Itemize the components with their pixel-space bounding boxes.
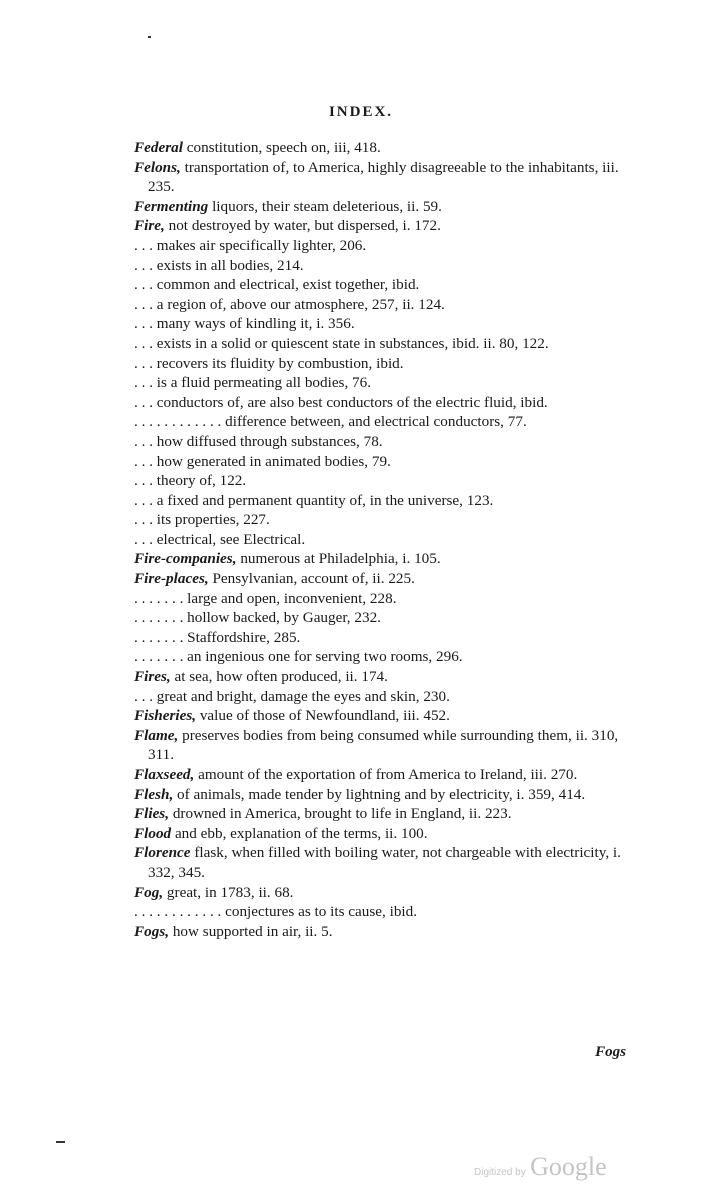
entry-headword: Flies, (134, 805, 170, 823)
entry-text: of animals, made tender by lightning and by electricity, i. 359, 414. (173, 785, 586, 803)
entry-text: . . . great and bright, damage the eyes and skin, 230. (134, 687, 450, 705)
watermark-prefix: Digitized by (474, 1167, 526, 1178)
entry-text: . . . a fixed and permanent quantity of, in the universe, 123. (134, 491, 494, 509)
index-entry (134, 236, 642, 256)
index-entry (134, 765, 642, 785)
index-entry (134, 510, 642, 530)
entry-text: flask, when filled with boiling water, not chargeable with electricity, i. 332, 345. (148, 844, 621, 881)
entry-text: and ebb, explanation of the terms, ii. 100. (171, 824, 428, 842)
entry-text: . . . common and electrical, exist together, ibid. (134, 276, 420, 294)
index-entries (134, 138, 642, 941)
entry-headword: Fisheries, (134, 707, 197, 725)
entry-headword: Flame, (134, 726, 179, 744)
entry-headword: Fire, (134, 217, 165, 235)
entry-text: amount of the exportation of from America to Ireland, iii. 270. (194, 766, 578, 783)
index-entry (134, 138, 642, 158)
entry-text: . . . theory of, 122. (134, 472, 247, 490)
entry-text: great, in 1783, ii. 68. (163, 883, 294, 901)
entry-headword: Fog, (134, 883, 164, 901)
index-entry (134, 667, 642, 687)
entry-text: . . . . . . . an ingenious one for serving two rooms, 296. (134, 648, 463, 666)
entry-text: . . . how diffused through substances, 78. (134, 432, 383, 450)
entry-headword: Fogs, (134, 922, 170, 940)
entry-headword: Fire-places, (134, 570, 209, 588)
entry-text: . . . makes air specifically lighter, 206. (134, 236, 367, 254)
entry-text: . . . . . . . hollow backed, by Gauger, 232. (134, 609, 381, 627)
entry-headword: Florence (134, 844, 191, 862)
entry-text: . . . . . . . Staffordshire, 285. (134, 628, 301, 646)
entry-headword: Felons, (134, 158, 181, 176)
running-head: INDEX. (328, 104, 394, 120)
index-entry (134, 314, 642, 334)
entry-text: . . . exists in a solid or quiescent state in substances, ibid. ii. 80, 122. (134, 334, 549, 352)
index-entry (134, 706, 642, 726)
google-logo: Google (530, 1152, 607, 1181)
entry-text: . . . exists in all bodies, 214. (134, 256, 304, 274)
entry-text: numerous at Philadelphia, i. 105. (236, 550, 441, 568)
entry-headword: Flaxseed, (134, 766, 195, 783)
ink-speck-top (148, 36, 151, 38)
index-entry (134, 589, 642, 609)
index-entry (134, 824, 642, 844)
entry-headword: Flesh, (134, 785, 174, 803)
entry-headword: Fermenting (134, 197, 209, 215)
entry-text: Pensylvanian, account of, ii. 225. (208, 570, 415, 588)
index-entry (134, 647, 642, 667)
index-entry (134, 843, 642, 882)
entry-text: . . . many ways of kindling it, i. 356. (134, 315, 355, 333)
entry-headword: Fire-companies, (134, 550, 237, 568)
entry-text: preserves bodies from being consumed while surrounding them, ii. 310, 311. (148, 726, 619, 764)
index-entry (134, 334, 642, 354)
index-entry (134, 628, 642, 648)
entry-text: . . . a region of, above our atmosphere, 257, ii. 124. (134, 295, 445, 313)
index-entry (134, 393, 642, 413)
index-entry (134, 256, 642, 276)
index-entry (134, 452, 642, 472)
index-entry (134, 530, 642, 550)
entry-headword: Fires, (134, 668, 171, 686)
index-entry (134, 432, 642, 452)
entry-text: . . . conductors of, are also best conductors of the electric fluid, ibid. (134, 393, 548, 411)
ink-speck-bottom (56, 1141, 65, 1143)
entry-text: . . . its properties, 227. (134, 511, 270, 529)
index-entry (134, 412, 642, 432)
entry-text: how supported in air, ii. 5. (169, 922, 333, 940)
entry-text: value of those of Newfoundland, iii. 452. (196, 707, 450, 725)
index-entry (134, 785, 642, 805)
index-entry (134, 491, 642, 511)
index-entry (134, 158, 642, 197)
entry-text: at sea, how often produced, ii. 174. (170, 668, 388, 686)
index-entry (134, 197, 642, 217)
entry-text: . . . . . . . . . . . . difference between, and electrical conductors, 77. (134, 413, 527, 431)
entry-text: constitution, speech on, iii, 418. (182, 139, 381, 156)
index-entry (134, 569, 642, 589)
entry-text: . . . . . . . large and open, inconvenient, 228. (134, 589, 397, 607)
index-entry (134, 216, 642, 236)
entry-text: . . . . . . . . . . . . conjectures as to its cause, ibid. (134, 903, 418, 921)
index-entry (134, 549, 642, 569)
catchword: Fogs (595, 1044, 626, 1060)
index-entry (134, 883, 642, 903)
entry-text: not destroyed by water, but dispersed, i. 172. (164, 217, 441, 235)
entry-text: . . . is a fluid permeating all bodies, 76. (134, 374, 372, 392)
index-entry (134, 275, 642, 295)
index-entry (134, 804, 642, 824)
index-entry (134, 471, 642, 491)
index-entry (134, 608, 642, 628)
index-entry (134, 922, 642, 942)
index-entry (134, 687, 642, 707)
digitized-watermark (474, 1152, 607, 1182)
entry-text: . . . recovers its fluidity by combustion, ibid. (134, 354, 404, 372)
entry-text: . . . electrical, see Electrical. (134, 530, 306, 548)
index-entry (134, 726, 642, 765)
index-entry (134, 373, 642, 393)
index-entry (134, 295, 642, 315)
entry-text: drowned in America, brought to life in England, ii. 223. (169, 805, 512, 823)
index-entry (134, 354, 642, 374)
index-entry (134, 902, 642, 922)
entry-headword: Flood (134, 824, 172, 842)
entry-text: liquors, their steam deleterious, ii. 59. (208, 197, 442, 215)
entry-headword: Federal (134, 139, 183, 156)
entry-text: . . . how generated in animated bodies, 79. (134, 452, 391, 470)
entry-text: transportation of, to America, highly disagreeable to the inhabitants, iii. 235. (148, 158, 619, 196)
